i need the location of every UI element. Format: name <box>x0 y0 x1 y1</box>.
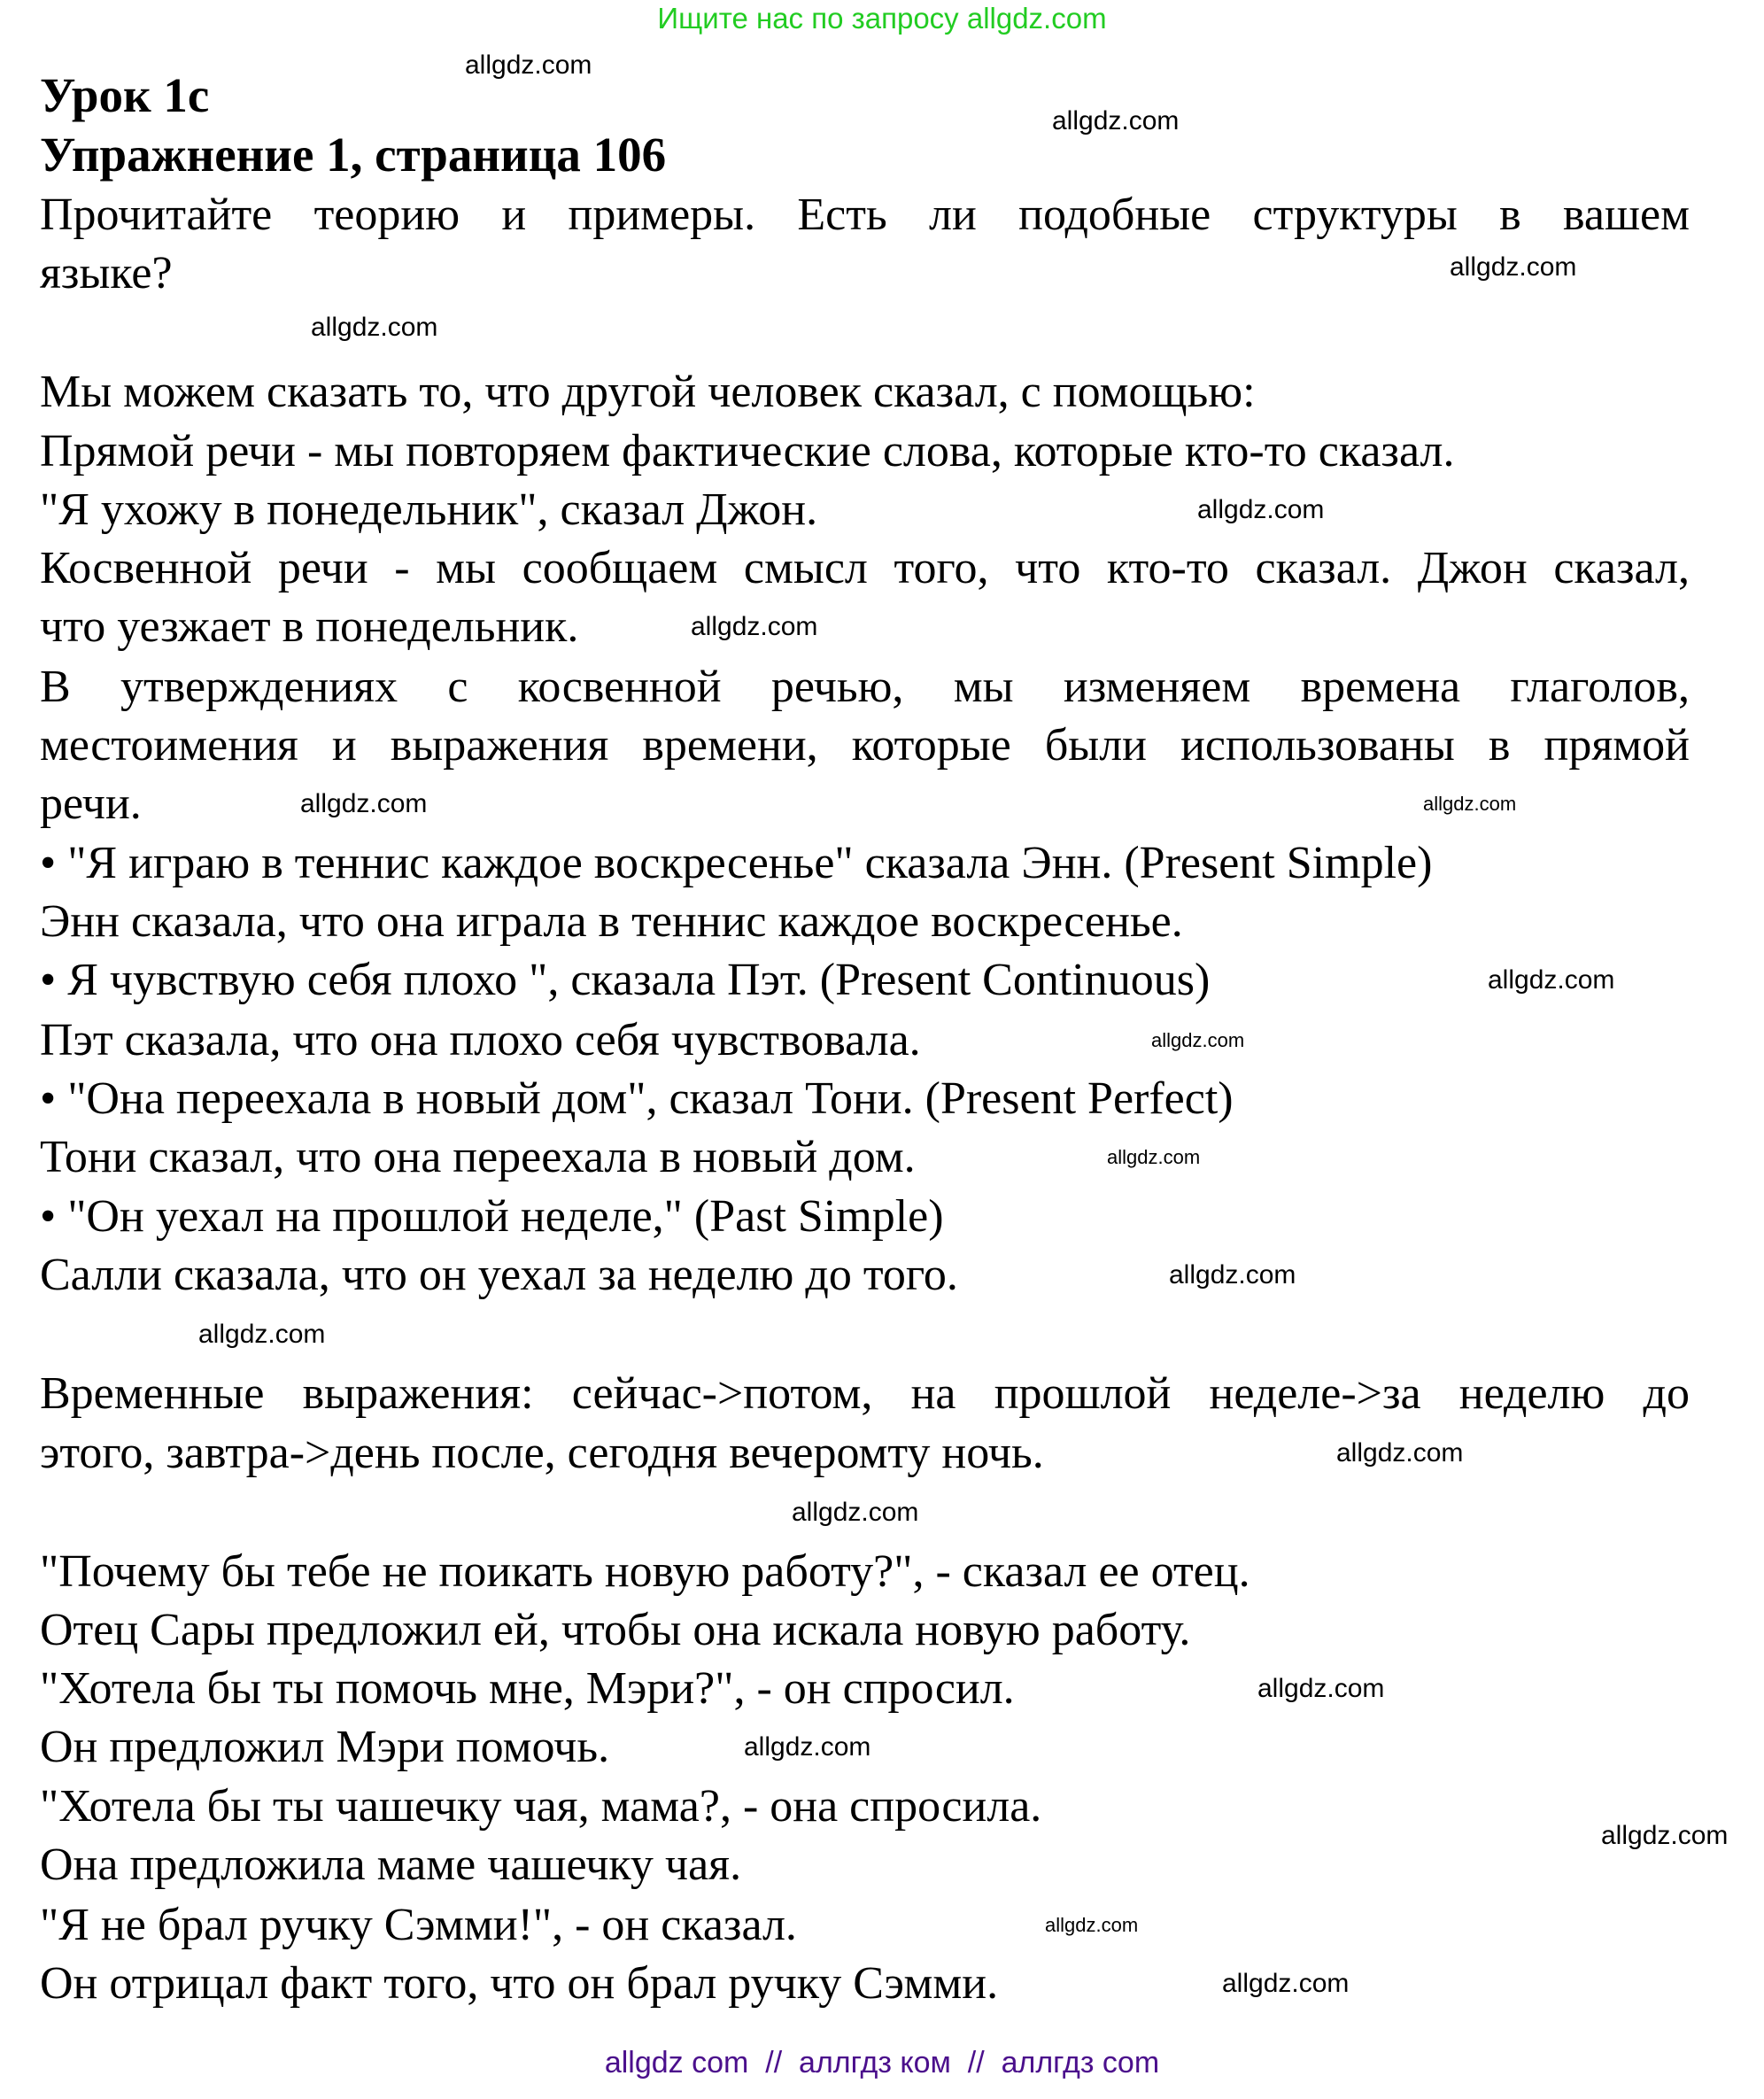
footer-links[interactable]: allgdz com // аллгдз ком // аллгдз com <box>604 2046 1160 2080</box>
example-line: Он предложил Мэри помочь. <box>40 1722 610 1772</box>
watermark: allgdz.com <box>1151 1029 1245 1051</box>
watermark: allgdz.com <box>744 1732 871 1762</box>
example-reported: Энн сказала, что она играла в теннис каждое воскресенье. <box>40 896 1183 947</box>
example-reported: Тони сказал, что она переехала в новый дом. <box>40 1132 916 1182</box>
time-expressions: этого, завтра->день после, сегодня вечеромту ночь. <box>40 1428 1044 1478</box>
theory-line: речи. <box>40 778 142 829</box>
example-line: Отец Сары предложил ей, чтобы она искала новую работу. <box>40 1605 1191 1655</box>
theory-line: Прямой речи - мы повторяем фактические слова, которые кто-то сказал. <box>40 426 1455 476</box>
example-bullet: • Я чувствую себя плохо ", сказала Пэт. (Present Continuous) <box>40 955 1211 1005</box>
watermark: allgdz.com <box>1257 1674 1385 1703</box>
lesson-title: Урок 1c <box>40 68 210 122</box>
watermark: allgdz.com <box>691 612 818 641</box>
example-line: Он отрицал факт того, что он брал ручку Сэмми. <box>40 1958 999 2009</box>
theory-line: Мы можем сказать то, что другой человек сказал, с помощью: <box>40 367 1256 417</box>
watermark: allgdz.com <box>1107 1146 1201 1168</box>
example-line: Она предложила маме чашечку чая. <box>40 1840 742 1890</box>
time-expressions: Временные выражения: сейчас->потом, на прошлой неделе->за неделю до <box>40 1368 1690 1419</box>
watermark: allgdz.com <box>1045 1914 1139 1936</box>
watermark: allgdz.com <box>1336 1438 1464 1468</box>
theory-line: местоимения и выражения времени, которые были использованы в прямой <box>40 720 1690 771</box>
watermark: allgdz.com <box>1222 1969 1350 1998</box>
example-line: "Хотела бы ты чашечку чая, мама?, - она спросила. <box>40 1781 1042 1832</box>
watermark: allgdz.com <box>1423 793 1517 815</box>
watermark: allgdz.com <box>1052 106 1180 136</box>
example-bullet: • "Он уехал на прошлой неделе," (Past Simple) <box>40 1191 944 1242</box>
watermark: allgdz.com <box>300 789 428 818</box>
example-bullet: • "Я играю в теннис каждое воскресенье" сказала Энн. (Present Simple) <box>40 838 1433 888</box>
example-line: "Хотела бы ты помочь мне, Мэри?", - он спросил. <box>40 1663 1015 1714</box>
theory-line: В утверждениях с косвенной речью, мы изменяем времена глаголов, <box>40 662 1690 712</box>
theory-line: что уезжает в понедельник. <box>40 601 579 652</box>
watermark: allgdz.com <box>792 1498 919 1527</box>
theory-line: Косвенной речи - мы сообщаем смысл того, что кто-то сказал. Джон сказал, <box>40 543 1690 593</box>
theory-line: "Я ухожу в понедельник", сказал Джон. <box>40 484 818 535</box>
watermark: allgdz.com <box>1169 1260 1296 1290</box>
watermark: allgdz.com <box>1488 965 1615 995</box>
example-bullet: • "Она переехала в новый дом", сказал Тони. (Present Perfect) <box>40 1073 1234 1124</box>
watermark: allgdz.com <box>198 1320 326 1349</box>
watermark: allgdz.com <box>311 313 438 342</box>
watermark: allgdz.com <box>1601 1821 1729 1850</box>
task-text: языке? <box>40 248 173 298</box>
watermark: allgdz.com <box>1197 495 1325 524</box>
example-reported: Пэт сказала, что она плохо себя чувствовала. <box>40 1015 921 1065</box>
example-line: "Почему бы тебе не поикать новую работу?", - сказал ее отец. <box>40 1546 1250 1597</box>
watermark: allgdz.com <box>465 50 592 80</box>
exercise-title: Упражнение 1, страница 106 <box>40 128 667 182</box>
search-banner[interactable]: Ищите нас по запросу allgdz.com <box>657 2 1107 35</box>
example-reported: Салли сказала, что он уехал за неделю до того. <box>40 1250 958 1300</box>
example-line: "Я не брал ручку Сэмми!", - он сказал. <box>40 1900 797 1950</box>
task-text: Прочитайте теорию и примеры. Есть ли подобные структуры в вашем <box>40 190 1690 240</box>
watermark: allgdz.com <box>1450 252 1577 282</box>
